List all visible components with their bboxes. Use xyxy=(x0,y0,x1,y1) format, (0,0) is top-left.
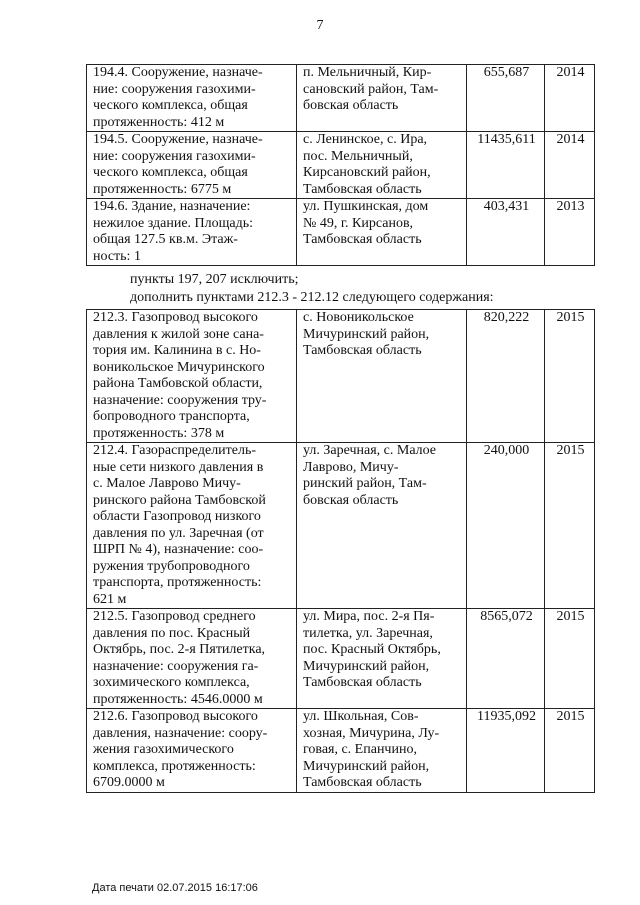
object-description-cell: 212.6. Газопровод высокого давления, назначение: соору- жения газохимического комплекса, протяженность: 6709.0000 м xyxy=(87,709,297,793)
table-row xyxy=(87,199,595,266)
object-description-cell: 194.4. Сооружение, назначе- ние: сооружения газохими- ческого комплекса, общая протяженность: 412 м xyxy=(87,65,297,132)
addition-text: дополнить пунктами 212.3 - 212.12 следующего содержания: xyxy=(130,290,494,305)
exclusion-text: пункты 197, 207 исключить; xyxy=(130,272,299,287)
object-year-cell: 2015 xyxy=(545,310,595,443)
table-row xyxy=(87,609,595,709)
object-address-cell: ул. Заречная, с. Малое Лаврово, Мичу- ринский район, Там- бовская область xyxy=(297,443,467,609)
object-value-cell: 11435,611 xyxy=(467,132,545,199)
print-date-footer: Дата печати 02.07.2015 16:17:06 xyxy=(92,882,258,894)
object-value-cell: 240,000 xyxy=(467,443,545,609)
table-row xyxy=(87,310,595,443)
property-table-2 xyxy=(86,309,595,793)
object-year-cell: 2014 xyxy=(545,65,595,132)
object-value-cell: 8565,072 xyxy=(467,609,545,709)
page-number: 7 xyxy=(316,18,324,33)
object-address-cell: п. Мельничный, Кир- сановский район, Там- бовская область xyxy=(297,65,467,132)
object-address-cell: ул. Пушкинская, дом № 49, г. Кирсанов, Тамбовская область xyxy=(297,199,467,266)
object-description-cell: 194.5. Сооружение, назначе- ние: сооружения газохими- ческого комплекса, общая протяженность: 6775 м xyxy=(87,132,297,199)
table-row xyxy=(87,132,595,199)
object-address-cell: с. Ленинское, с. Ира, пос. Мельничный, Кирсановский район, Тамбовская область xyxy=(297,132,467,199)
object-description-cell: 212.3. Газопровод высокого давления к жилой зоне сана- тория им. Калинина в с. Но- воникольское Мичуринского района Тамбовской области, назначение: сооружения тру- бопроводного транспорта, протяженность: 378 м xyxy=(87,310,297,443)
object-address-cell: ул. Мира, пос. 2-я Пя- тилетка, ул. Заречная, пос. Красный Октябрь, Мичуринский район, Тамбовская область xyxy=(297,609,467,709)
table-row xyxy=(87,709,595,793)
object-value-cell: 820,222 xyxy=(467,310,545,443)
table-row xyxy=(87,443,595,609)
property-table-1 xyxy=(86,64,595,266)
object-value-cell: 403,431 xyxy=(467,199,545,266)
object-value-cell: 11935,092 xyxy=(467,709,545,793)
object-address-cell: ул. Школьная, Сов- хозная, Мичурина, Лу- говая, с. Епанчино, Мичуринский район, Тамбовская область xyxy=(297,709,467,793)
object-year-cell: 2015 xyxy=(545,709,595,793)
object-description-cell: 194.6. Здание, назначение: нежилое здание. Площадь: общая 127.5 кв.м. Этаж- ность: 1 xyxy=(87,199,297,266)
object-year-cell: 2015 xyxy=(545,443,595,609)
object-year-cell: 2013 xyxy=(545,199,595,266)
object-value-cell: 655,687 xyxy=(467,65,545,132)
object-description-cell: 212.5. Газопровод среднего давления по пос. Красный Октябрь, пос. 2-я Пятилетка, назначение: сооружения га- зохимического комплекса, протяженность: 4546.0000 м xyxy=(87,609,297,709)
object-address-cell: с. Новоникольское Мичуринский район, Тамбовская область xyxy=(297,310,467,443)
object-description-cell: 212.4. Газораспределитель- ные сети низкого давления в с. Малое Лаврово Мичу- ринского района Тамбовской области Газопровод низкого давления по ул. Заречная (от ШРП № 4), назначение: соо- ружения трубопроводного транспорта, протяженность: 621 м xyxy=(87,443,297,609)
object-year-cell: 2015 xyxy=(545,609,595,709)
object-year-cell: 2014 xyxy=(545,132,595,199)
table-row xyxy=(87,65,595,132)
